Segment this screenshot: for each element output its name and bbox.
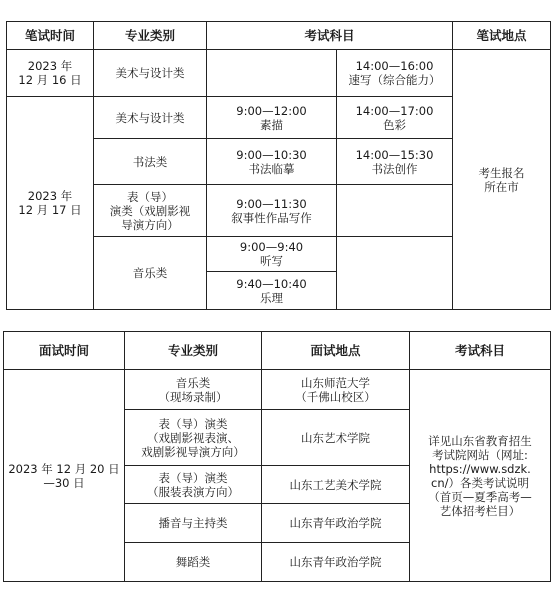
table-row	[4, 370, 551, 410]
category-cell: 舞蹈类	[125, 543, 262, 582]
location-cell: 山东师范大学 （千佛山校区）	[262, 370, 410, 410]
date-cell-day1: 2023 年 12 月 16 日	[7, 50, 94, 97]
header-written-location: 笔试地点	[453, 22, 551, 50]
header-subjects: 考试科目	[410, 332, 551, 370]
category-cell: 音乐类 （现场录制）	[125, 370, 262, 410]
subject-note-cell: 详见山东省教育招生 考试院网站（网址: https://www.sdzk. cn/）各类考试说明 （首页—夏季高考— 艺体招考栏目）	[410, 370, 551, 582]
header-category: 专业类别	[125, 332, 262, 370]
category-cell: 美术与设计类	[94, 50, 207, 97]
header-subjects: 考试科目	[207, 22, 453, 50]
category-cell: 表（导）演类 （戏剧影视表演、 戏剧影视导演方向）	[125, 410, 262, 466]
location-cell: 山东青年政治学院	[262, 504, 410, 543]
subject-cell: 14:00—17:00 色彩	[337, 97, 453, 139]
subject-cell: 9:00—10:30 书法临摹	[207, 139, 337, 185]
location-cell: 山东工艺美术学院	[262, 466, 410, 504]
empty-cell	[207, 50, 337, 97]
location-cell: 山东艺术学院	[262, 410, 410, 466]
subject-cell: 9:00—9:40 听写	[207, 237, 337, 272]
category-cell: 美术与设计类	[94, 97, 207, 139]
subject-cell: 9:40—10:40 乐理	[207, 272, 337, 310]
category-cell: 书法类	[94, 139, 207, 185]
written-exam-table	[6, 21, 551, 310]
interview-header-row	[4, 332, 551, 370]
header-interview-time: 面试时间	[4, 332, 125, 370]
location-cell: 山东青年政治学院	[262, 543, 410, 582]
category-cell: 播音与主持类	[125, 504, 262, 543]
category-cell: 表（导） 演类（戏剧影视 导演方向）	[94, 185, 207, 237]
subject-cell: 9:00—11:30 叙事性作品写作	[207, 185, 337, 237]
header-written-time: 笔试时间	[7, 22, 94, 50]
category-cell: 表（导）演类 （服装表演方向）	[125, 466, 262, 504]
empty-cell	[337, 237, 453, 310]
location-cell: 考生报名 所在市	[453, 50, 551, 310]
header-category: 专业类别	[94, 22, 207, 50]
subject-cell: 14:00—16:00 速写（综合能力）	[337, 50, 453, 97]
category-cell: 音乐类	[94, 237, 207, 310]
written-header-row	[7, 22, 551, 50]
interview-date-cell: 2023 年 12 月 20 日 —30 日	[4, 370, 125, 582]
subject-cell: 14:00—15:30 书法创作	[337, 139, 453, 185]
empty-cell	[337, 185, 453, 237]
date-cell-day2: 2023 年 12 月 17 日	[7, 97, 94, 310]
table-row	[7, 50, 551, 97]
interview-table	[3, 331, 551, 582]
subject-cell: 9:00—12:00 素描	[207, 97, 337, 139]
header-interview-location: 面试地点	[262, 332, 410, 370]
